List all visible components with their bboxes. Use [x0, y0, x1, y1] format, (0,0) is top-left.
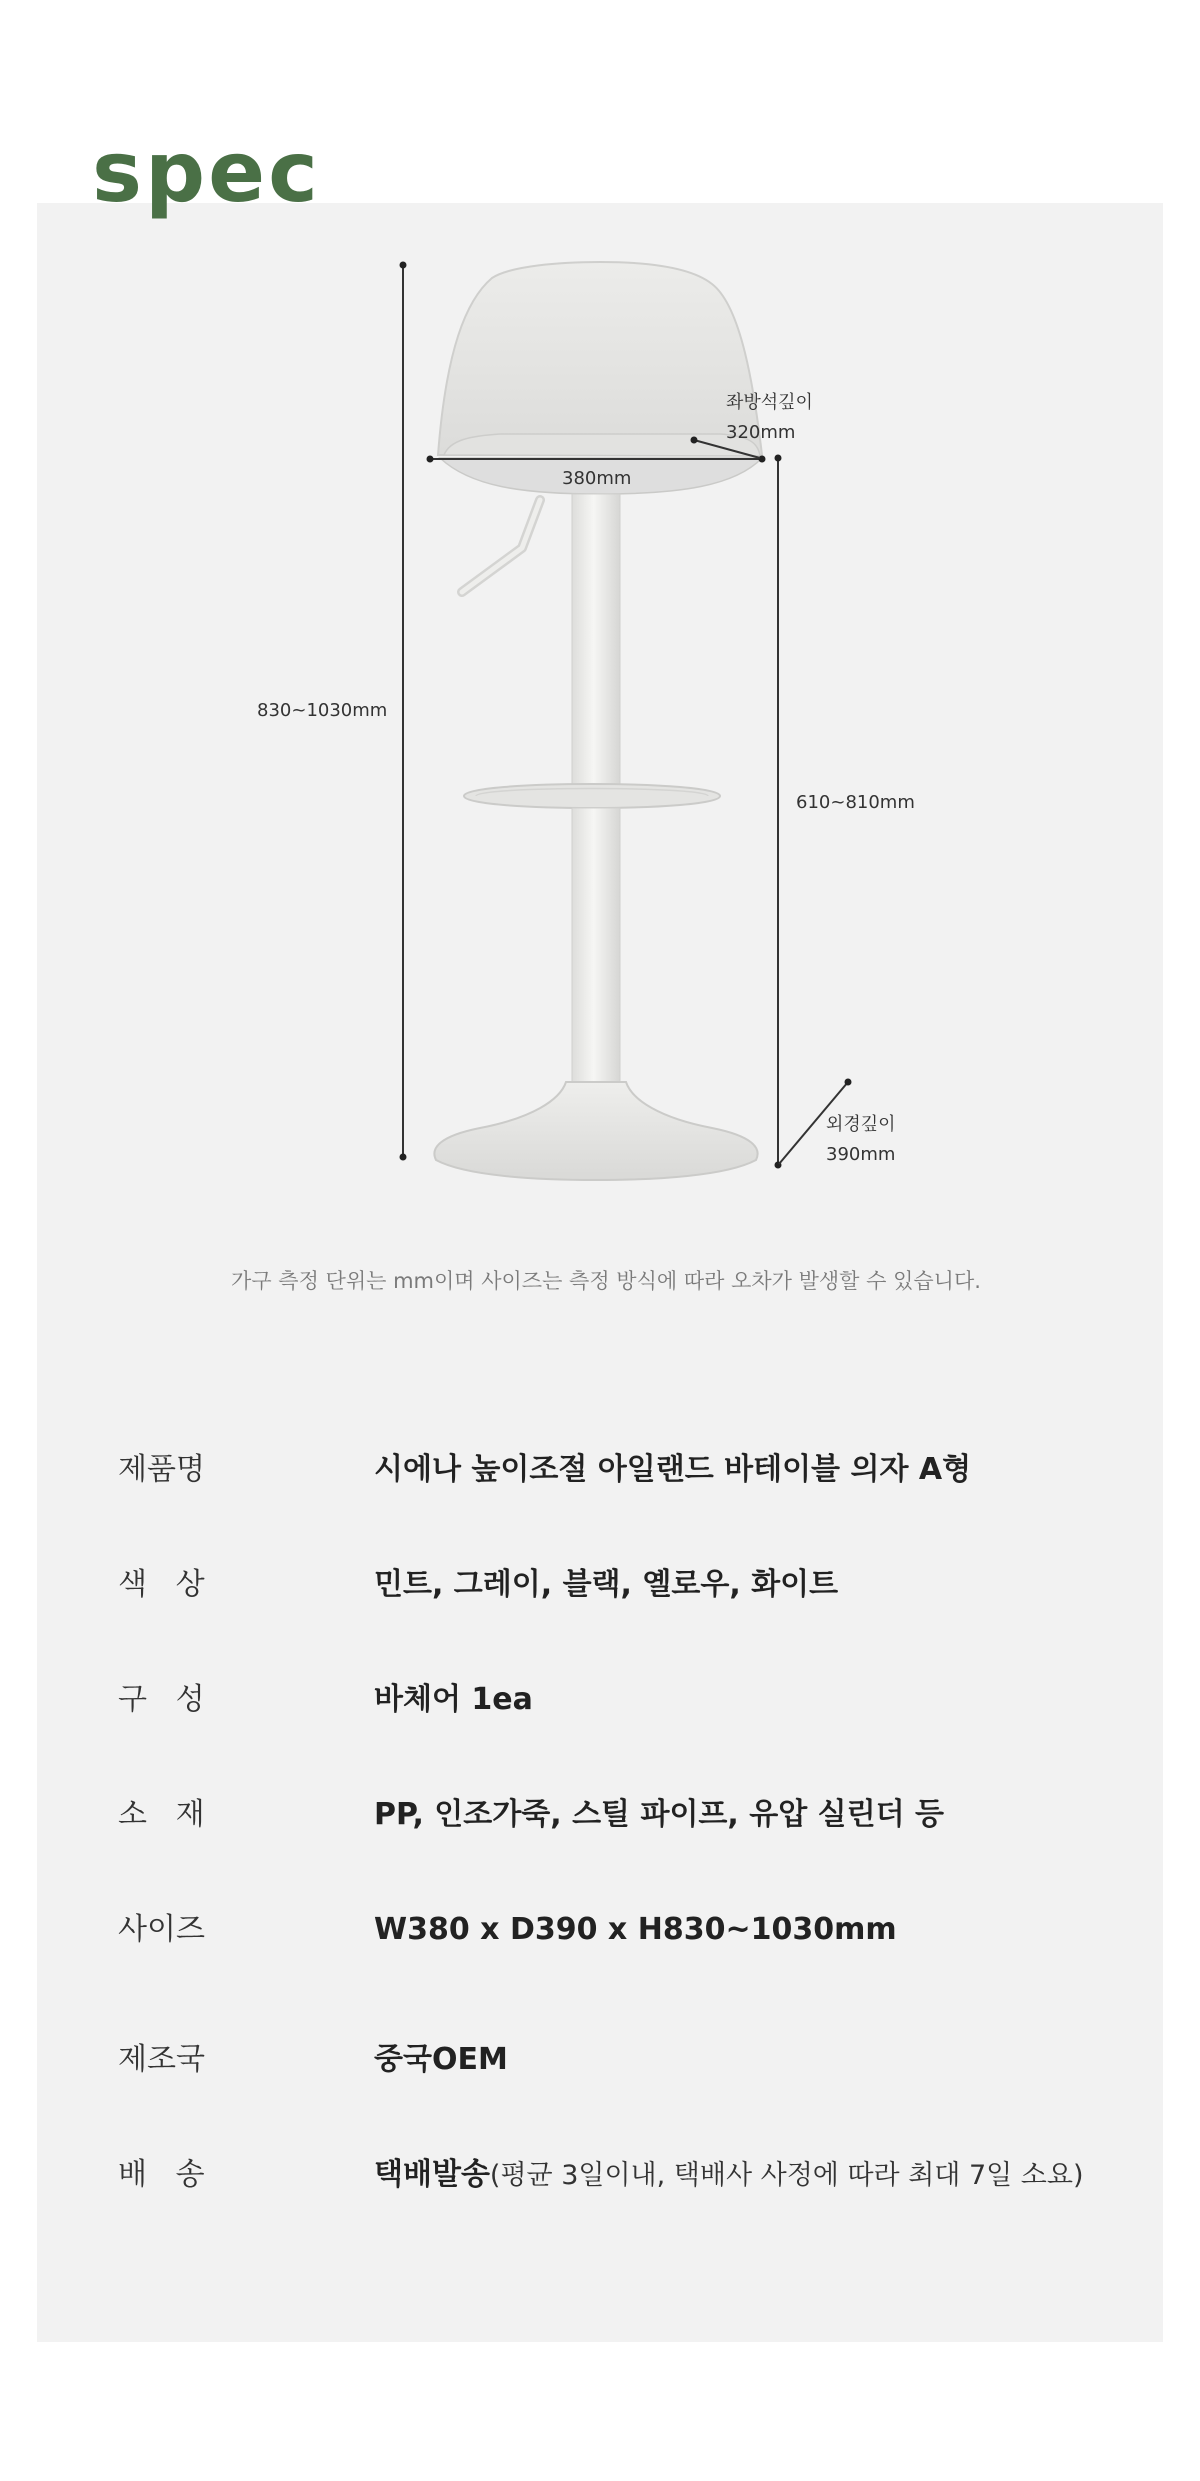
seat-height-label: 610~810mm [796, 792, 915, 813]
overall-height-label: 830~1030mm [257, 700, 388, 721]
spec-label: 색 상 [118, 1567, 205, 1602]
spec-row-origin [0, 2030, 1200, 2090]
base-depth-title: 외경깊이 [826, 1114, 896, 1135]
spec-value-delivery [374, 2145, 1083, 2206]
seat-depth-value: 320mm [726, 422, 796, 443]
spec-row-color [0, 1555, 1200, 1615]
spec-label: 소 재 [118, 1797, 205, 1832]
delivery-method: 택배발송 [374, 2157, 490, 2192]
spec-row-delivery [0, 2145, 1200, 2205]
spec-row-composition [0, 1670, 1200, 1730]
spec-label: 구 성 [118, 1682, 205, 1717]
spec-value: PP, 인조가죽, 스틸 파이프, 유압 실린더 등 [374, 1797, 945, 1832]
bar-stool-illustration [434, 262, 762, 1180]
spec-value: 민트, 그레이, 블랙, 옐로우, 화이트 [374, 1567, 839, 1602]
spec-label: 배 송 [118, 2157, 205, 2192]
spec-row-size [0, 1900, 1200, 1960]
base-depth-value: 390mm [826, 1144, 896, 1165]
delivery-detail: (평균 3일이내, 택배사 사정에 따라 최대 7일 소요) [489, 2160, 1084, 2191]
seat-width-label: 380mm [562, 468, 632, 489]
spec-value: 바체어 1ea [374, 1682, 533, 1717]
spec-value: 시에나 높이조절 아일랜드 바테이블 의자 A형 [374, 1452, 972, 1487]
spec-value: W380 x D390 x H830~1030mm [374, 1912, 897, 1947]
spec-title: spec [92, 123, 321, 221]
spec-label: 제품명 [118, 1452, 205, 1487]
seat-depth-title: 좌방석깊이 [726, 392, 813, 413]
measurement-note: 가구 측정 단위는 mm이며 사이즈는 측정 방식에 따라 오차가 발생할 수 있습니다. [231, 1269, 981, 1293]
spec-value: 중국OEM [374, 2042, 508, 2077]
seat-height-dimension [775, 455, 782, 1169]
spec-label: 제조국 [118, 2042, 205, 2077]
spec-row-product-name [0, 1440, 1200, 1500]
spec-row-material [0, 1785, 1200, 1845]
spec-label: 사이즈 [118, 1912, 205, 1947]
overall-height-dimension [400, 262, 407, 1161]
